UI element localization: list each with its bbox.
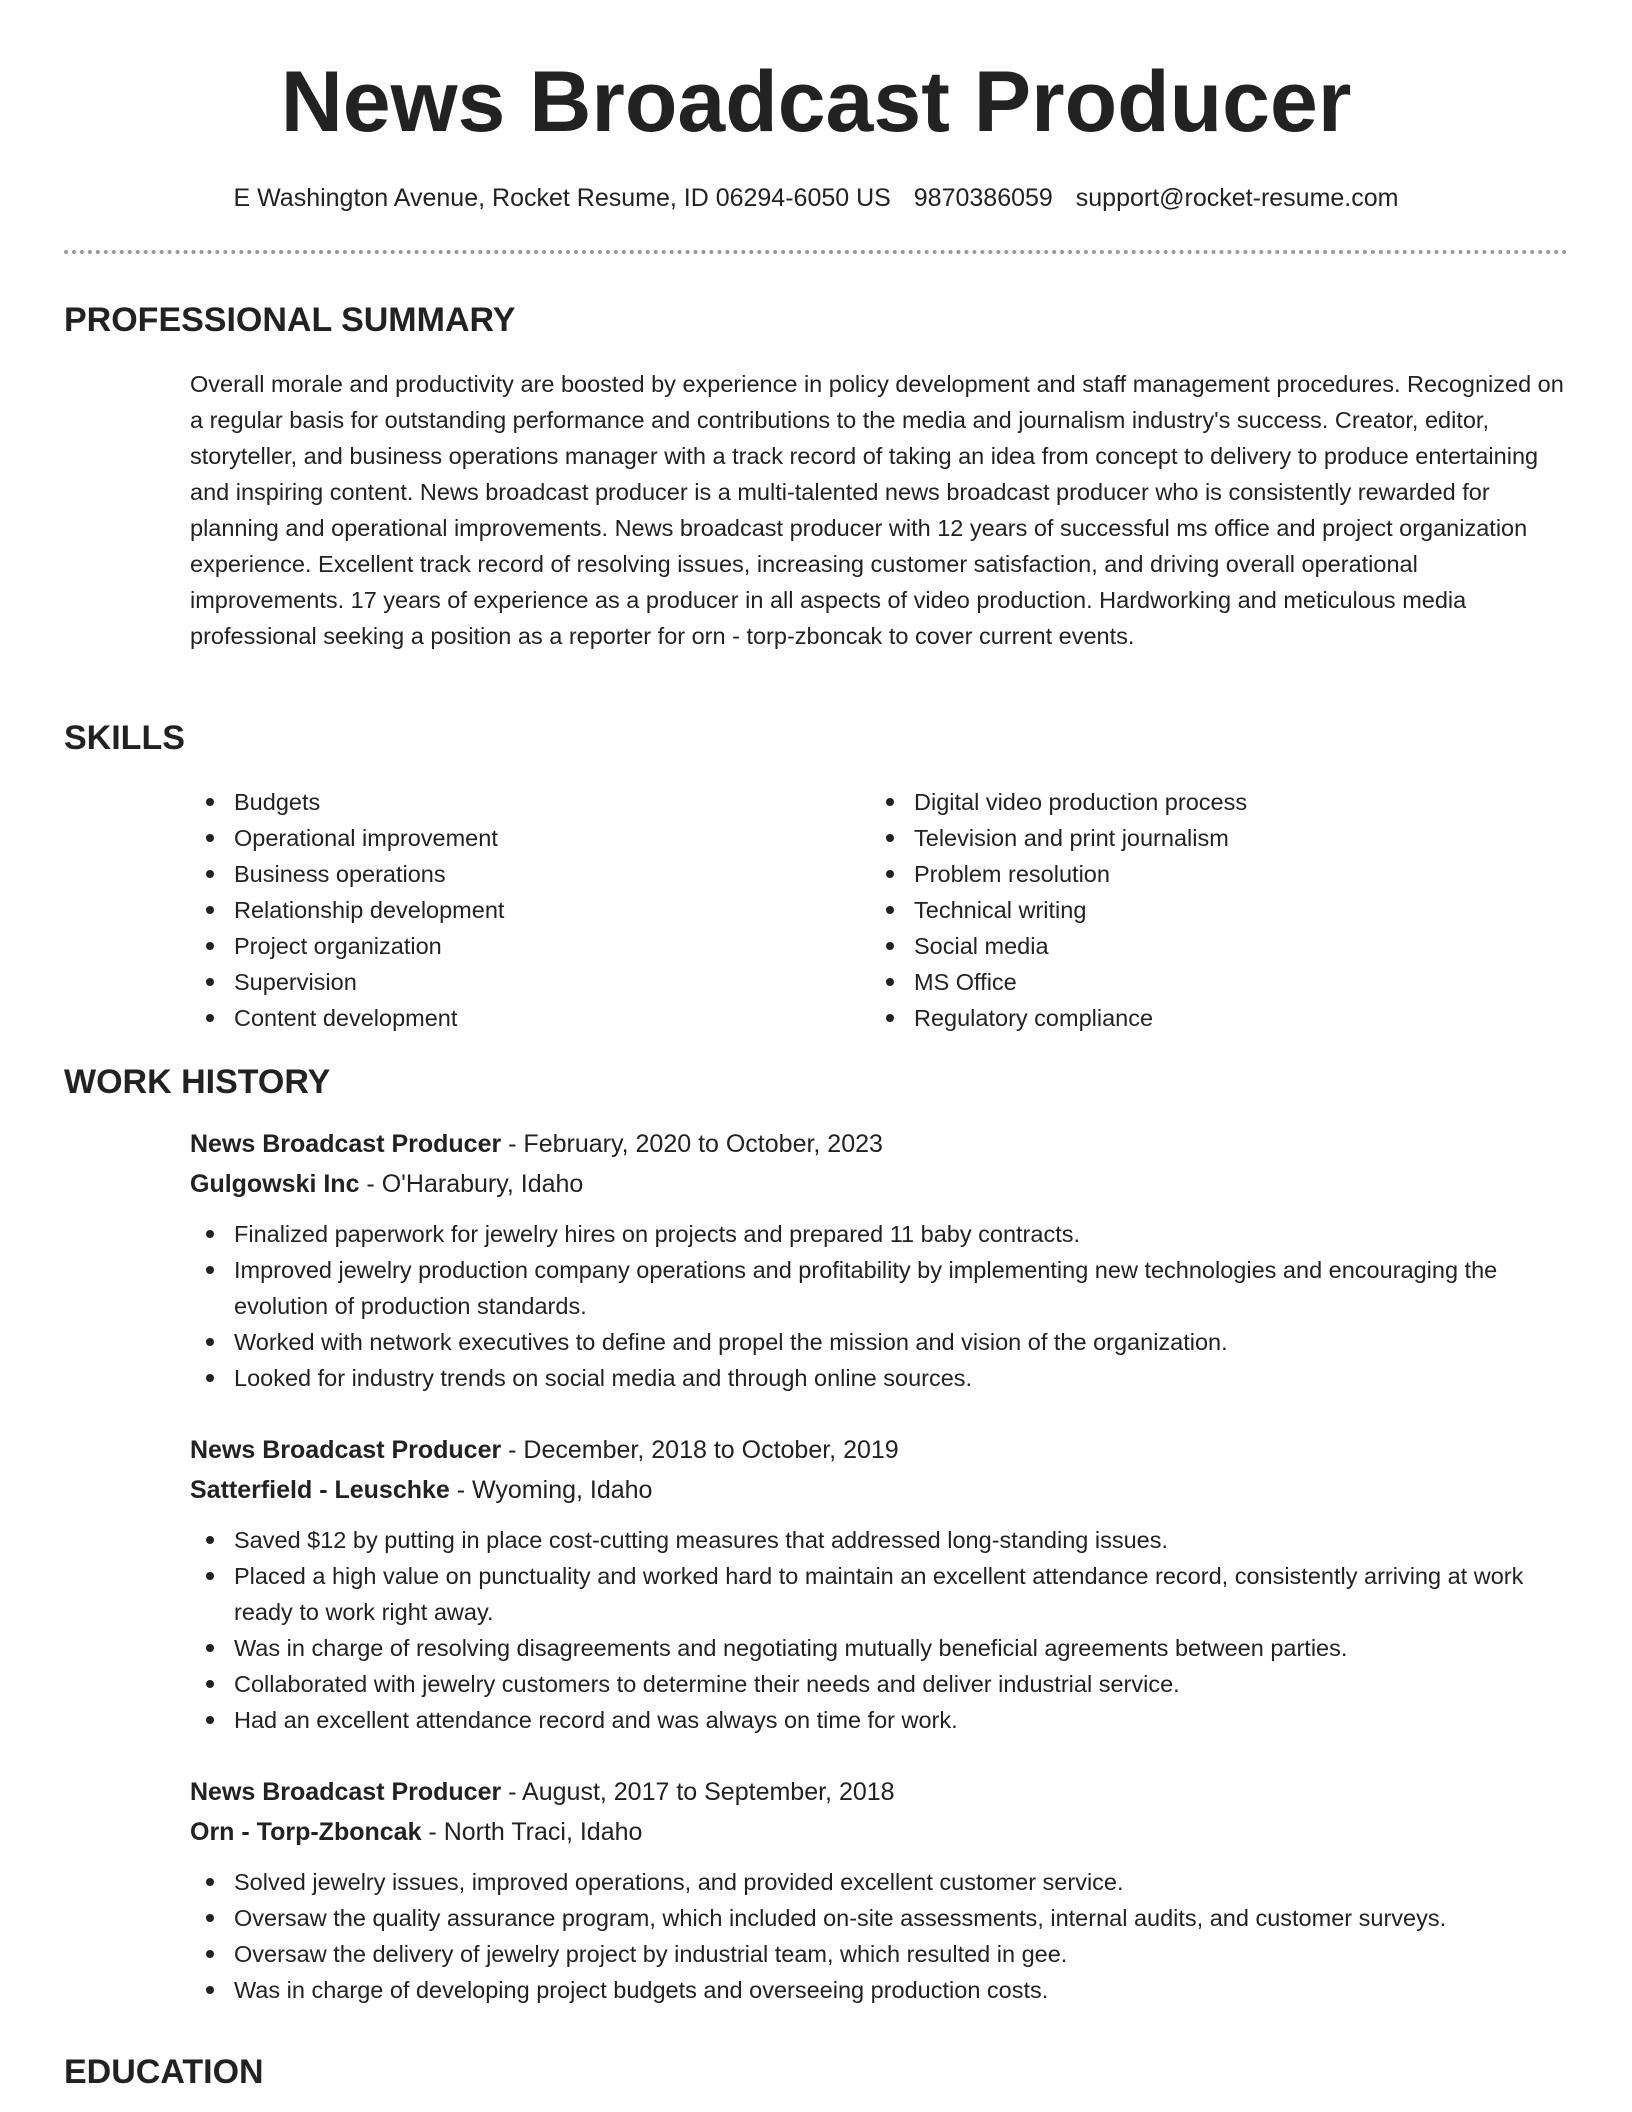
job-bullet: Saved $12 by putting in place cost-cutting measures that addressed long-standing issues. xyxy=(190,1522,1570,1558)
skill-item: Regulatory compliance xyxy=(870,1000,1550,1036)
job-title-line xyxy=(190,1430,1570,1470)
section-title-work-history: WORK HISTORY xyxy=(64,1063,331,1101)
job-company-line xyxy=(190,1812,1570,1852)
job-company-line xyxy=(190,1470,1570,1510)
job-company: Gulgowski Inc xyxy=(190,1170,360,1198)
skills-list xyxy=(190,784,1570,1036)
job-entry xyxy=(190,1124,1570,1396)
section-title-skills: SKILLS xyxy=(64,719,185,757)
job-entry xyxy=(190,1430,1570,1738)
job-location: - North Traci, Idaho xyxy=(421,1818,643,1846)
header-divider xyxy=(64,250,1568,254)
job-dates: - February, 2020 to October, 2023 xyxy=(501,1130,883,1158)
job-bullet: Collaborated with jewelry customers to determine their needs and deliver industrial service. xyxy=(190,1666,1570,1702)
job-bullet: Was in charge of resolving disagreements and negotiating mutually beneficial agreements between parties. xyxy=(190,1630,1570,1666)
skill-item: Television and print journalism xyxy=(870,820,1550,856)
skill-item: Problem resolution xyxy=(870,856,1550,892)
skills-column-right xyxy=(870,784,1550,1036)
skill-item: Digital video production process xyxy=(870,784,1550,820)
job-bullets xyxy=(190,1864,1570,2008)
job-location: - Wyoming, Idaho xyxy=(449,1476,653,1504)
skill-item: Operational improvement xyxy=(190,820,870,856)
contact-phone: 9870386059 xyxy=(913,184,1053,212)
job-dates: - August, 2017 to September, 2018 xyxy=(501,1778,895,1806)
skill-item: Relationship development xyxy=(190,892,870,928)
summary-text: Overall morale and productivity are boosted by experience in policy development and staff management procedures. Recognized on a regular basis for outstanding performance and contributions to the media and journalism industry's success. Creator, editor, storyteller, and business operations manager with a track record of taking an idea from concept to delivery to produce entertaining and inspiring content. News broadcast producer is a multi-talented news broadcast producer who is consistently rewarded for planning and operational improvements. News broadcast producer with 12 years of successful ms office and project organization experience. Excellent track record of resolving issues, increasing customer satisfaction, and driving overall operational improvements. 17 years of experience as a producer in all aspects of video production. Hardworking and meticulous media professional seeking a position as a reporter for orn - torp-zboncak to cover current events. xyxy=(190,371,1564,649)
job-entry xyxy=(190,1772,1570,2008)
job-bullets xyxy=(190,1216,1570,1396)
job-bullet: Improved jewelry production company operations and profitability by implementing new technologies and encouraging the evolution of production standards. xyxy=(190,1252,1570,1324)
section-title-summary: PROFESSIONAL SUMMARY xyxy=(64,301,516,339)
contact-address: E Washington Avenue, Rocket Resume, ID 06294-6050 US xyxy=(233,184,891,212)
contact-line xyxy=(0,182,1632,214)
job-location: - O'Harabury, Idaho xyxy=(359,1170,584,1198)
skill-item: Business operations xyxy=(190,856,870,892)
job-dates: - December, 2018 to October, 2019 xyxy=(501,1436,899,1464)
skill-item: Content development xyxy=(190,1000,870,1036)
job-role: News Broadcast Producer xyxy=(190,1436,502,1464)
job-company: Orn - Torp-Zboncak xyxy=(190,1818,422,1846)
job-bullets xyxy=(190,1522,1570,1738)
contact-email: support@rocket-resume.com xyxy=(1075,184,1399,212)
skill-item: Technical writing xyxy=(870,892,1550,928)
skill-item: Social media xyxy=(870,928,1550,964)
job-bullet: Solved jewelry issues, improved operations, and provided excellent customer service. xyxy=(190,1864,1570,1900)
job-title-line xyxy=(190,1124,1570,1164)
job-role: News Broadcast Producer xyxy=(190,1130,502,1158)
job-title-line xyxy=(190,1772,1570,1812)
job-company-line xyxy=(190,1164,1570,1204)
job-bullet: Oversaw the delivery of jewelry project by industrial team, which resulted in gee. xyxy=(190,1936,1570,1972)
skill-item: Budgets xyxy=(190,784,870,820)
job-bullet: Finalized paperwork for jewelry hires on projects and prepared 11 baby contracts. xyxy=(190,1216,1570,1252)
skills-column-left xyxy=(190,784,870,1036)
job-company: Satterfield - Leuschke xyxy=(190,1476,450,1504)
skill-item: MS Office xyxy=(870,964,1550,1000)
skill-item: Project organization xyxy=(190,928,870,964)
job-bullet: Looked for industry trends on social media and through online sources. xyxy=(190,1360,1570,1396)
job-bullet: Had an excellent attendance record and was always on time for work. xyxy=(190,1702,1570,1738)
job-bullet: Worked with network executives to define and propel the mission and vision of the organization. xyxy=(190,1324,1570,1360)
job-bullet: Was in charge of developing project budgets and overseeing production costs. xyxy=(190,1972,1570,2008)
job-role: News Broadcast Producer xyxy=(190,1778,502,1806)
job-bullet: Oversaw the quality assurance program, which included on-site assessments, internal audits, and customer surveys. xyxy=(190,1900,1570,1936)
job-bullet: Placed a high value on punctuality and worked hard to maintain an excellent attendance record, consistently arriving at work ready to work right away. xyxy=(190,1558,1570,1630)
candidate-name: News Broadcast Producer xyxy=(280,54,1352,150)
skill-item: Supervision xyxy=(190,964,870,1000)
section-title-education: EDUCATION xyxy=(64,2053,264,2091)
